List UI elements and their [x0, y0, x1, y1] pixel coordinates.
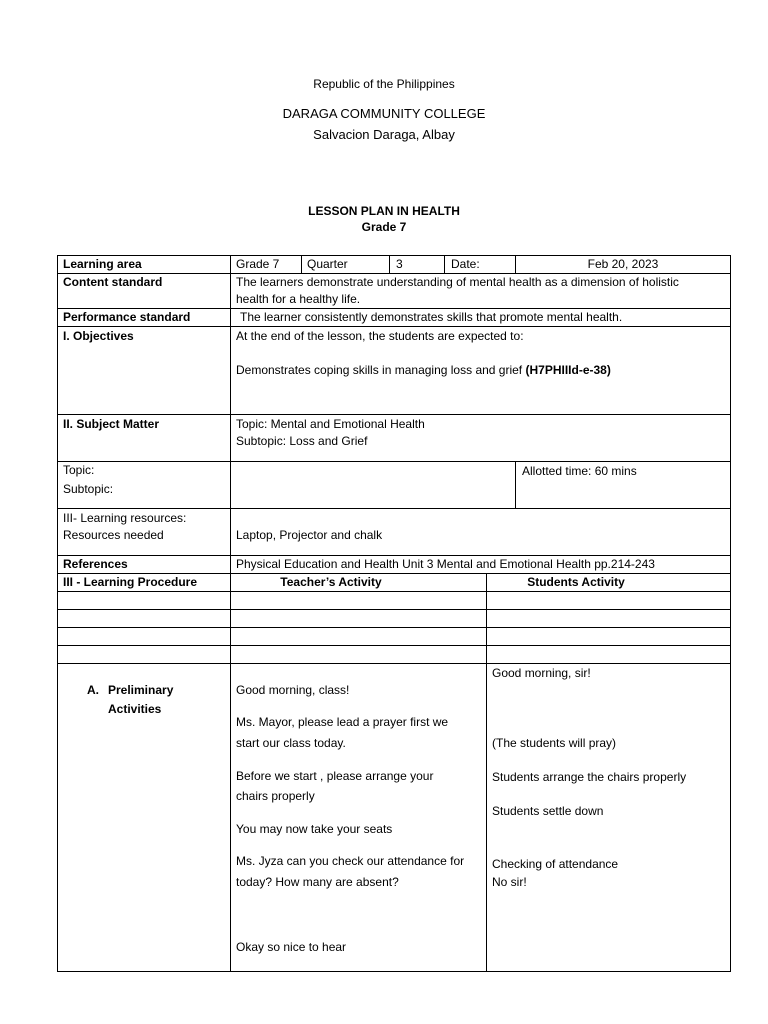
date-value: Feb 20, 2023: [587, 257, 659, 271]
republic-line: Republic of the Philippines: [313, 77, 455, 91]
quarter-label: Quarter: [307, 257, 348, 271]
column-divider: [444, 255, 445, 274]
grade-value: Grade 7: [236, 257, 280, 271]
students-line: Students arrange the chairs properly: [492, 770, 687, 784]
row-line: [57, 609, 731, 610]
row-line: [57, 971, 731, 972]
objectives-statement: Demonstrates coping skills in managing loss and grief: [236, 363, 526, 377]
preliminary-label-line2: Activities: [108, 702, 162, 716]
date-label: Date:: [451, 257, 480, 271]
subject-topic: Topic: Mental and Emotional Health: [236, 417, 425, 431]
students-line: Students settle down: [492, 804, 604, 818]
teacher-line: start our class today.: [236, 736, 346, 750]
students-line: No sir!: [492, 875, 527, 889]
learning-area-label: Learning area: [63, 257, 142, 271]
row-line: [57, 508, 731, 509]
teacher-line: Ms. Jyza can you check our attendance for: [236, 854, 465, 868]
content-standard-line2: health for a healthy life.: [236, 292, 361, 306]
row-line: [57, 414, 731, 415]
row-line: [57, 461, 731, 462]
allotted-time: Allotted time: 60 mins: [522, 464, 637, 478]
teacher-line: chairs properly: [236, 789, 315, 803]
objectives-text: [236, 362, 611, 379]
teacher-line: Before we start , please arrange your: [236, 769, 434, 783]
objectives-label: I. Objectives: [63, 329, 134, 343]
content-standard-label: Content standard: [63, 275, 163, 289]
table-border-right: [730, 255, 731, 972]
row-line: [57, 627, 731, 628]
students-line: Good morning, sir!: [492, 666, 591, 680]
objectives-intro: At the end of the lesson, the students are expected to:: [236, 329, 524, 343]
topic-label: Topic:: [63, 463, 95, 477]
table-border-left: [57, 255, 58, 972]
content-standard-line1: The learners demonstrate understanding of mental health as a dimension of holistic: [236, 275, 679, 289]
subject-matter-label: II. Subject Matter: [63, 417, 160, 431]
resources-needed-label: Resources needed: [63, 528, 164, 542]
row-line: [57, 663, 731, 664]
row-line: [57, 591, 731, 592]
teacher-line: Okay so nice to hear: [236, 940, 347, 954]
preliminary-marker: A.: [87, 683, 99, 697]
teacher-line: today? How many are absent?: [236, 875, 399, 889]
subtopic-label: Subtopic:: [63, 482, 114, 496]
teacher-line: Ms. Mayor, please lead a prayer first we: [236, 715, 449, 729]
students-line: (The students will pray): [492, 736, 617, 750]
college-address: Salvacion Daraga, Albay: [313, 127, 455, 142]
students-line: Checking of attendance: [492, 857, 619, 871]
column-divider: [301, 255, 302, 274]
column-divider: [230, 255, 231, 972]
college-name: DARAGA COMMUNITY COLLEGE: [282, 106, 486, 121]
quarter-value: 3: [396, 257, 403, 271]
references-label: References: [63, 557, 128, 571]
references-value: Physical Education and Health Unit 3 Mental and Emotional Health pp.214-243: [236, 557, 655, 571]
row-line: [57, 645, 731, 646]
preliminary-label-line1: Preliminary: [108, 683, 174, 697]
learning-resources-label: III- Learning resources:: [63, 511, 187, 525]
objectives-code: (H7PHIIId-e-38): [525, 363, 611, 377]
performance-standard-text: The learner consistently demonstrates skills that promote mental health.: [240, 310, 623, 324]
subject-subtopic: Subtopic: Loss and Grief: [236, 434, 368, 448]
document-subtitle: Grade 7: [361, 220, 407, 234]
teacher-line: You may now take your seats: [236, 822, 393, 836]
column-divider: [515, 461, 516, 509]
performance-standard-label: Performance standard: [63, 310, 191, 324]
row-line: [57, 326, 731, 327]
column-divider: [389, 255, 390, 274]
document-title: LESSON PLAN IN HEALTH: [308, 204, 460, 218]
column-divider: [486, 573, 487, 972]
students-activity-header: Students Activity: [527, 575, 625, 589]
procedure-label: III - Learning Procedure: [63, 575, 198, 589]
teacher-activity-header: Teacher’s Activity: [280, 575, 382, 589]
teacher-line: Good morning, class!: [236, 683, 350, 697]
resources-value: Laptop, Projector and chalk: [236, 528, 383, 542]
